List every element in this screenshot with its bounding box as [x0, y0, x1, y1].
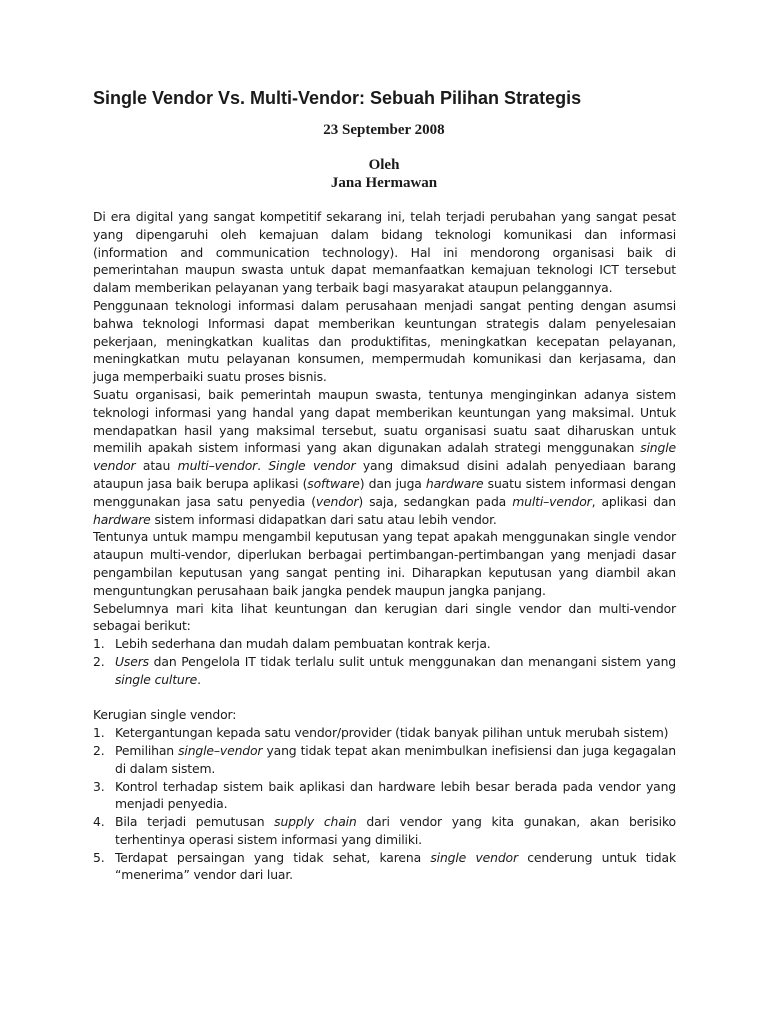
paragraph-italic-run: multi–vendor [512, 493, 592, 509]
disadvantage-italic-run: single vendor [430, 849, 518, 865]
paragraph-italic-run: Single vendor [268, 458, 356, 474]
disadvantage-item-3 [93, 778, 676, 814]
paragraph-text-run: suatu sistem informasi dengan menggunakan jasa satu penyedia ( [93, 475, 676, 509]
disadvantage-italic-run: supply chain [274, 814, 357, 830]
section-gap [93, 689, 676, 707]
disadvantage-text-run: Terdapat persaingan yang tidak sehat, karena [115, 849, 431, 865]
advantage-text-run: Lebih sederhana dan mudah dalam pembuatan kontrak kerja. [115, 636, 491, 652]
paragraph-text-run: sistem informasi didapatkan dari satu atau lebih vendor. [150, 511, 497, 527]
paragraph-text-run: Tentunya untuk mampu mengambil keputusan yang tepat apakah menggunakan single vendor ataupun multi-vendor, diperlukan berbagai pertimbangan-pertimbangan yang menjadi dasar pengambilan keputusan yang sangat penting ini. Diharapkan keputusan yang diambil akan menguntungkan perusahaan baik jangka pendek maupun jangka panjang. [93, 529, 676, 598]
paragraph-text-run: ) saja, sedangkan pada [358, 493, 513, 509]
paragraph-italic-run: single vendor [93, 440, 676, 474]
list-number: 2. [93, 653, 105, 669]
article-title: Single Vendor Vs. Multi-Vendor: Sebuah Pilihan Strategis [93, 88, 582, 108]
list-number: 5. [93, 849, 105, 865]
paragraph-text-run: ) dan juga [359, 475, 426, 491]
article-date: 23 September 2008 [323, 122, 445, 138]
paragraph-text-run: Penggunaan teknologi informasi dalam perusahaan menjadi sangat penting dengan asumsi bahwa teknologi Informasi dapat memberikan keuntungan strategis dalam penyelesaian pekerjaan, meningkatkan kualitas dan produktifitas, meningkatkan kecepatan pelayanan, meningkatkan mutu pelayanan konsumen, mempermudah komunikasi dan kerjasama, dan juga memperbaiki suatu proses bisnis. [93, 297, 676, 385]
list-number: 1. [93, 636, 105, 652]
list-number: 4. [93, 814, 105, 830]
disadvantage-text-run: Bila terjadi pemutusan [115, 814, 275, 830]
paragraph-text-run: Suatu organisasi, baik pemerintah maupun swasta, tentunya menginginkan adanya sistem teknologi informasi yang handal yang dapat memberikan keuntungan yang maksimal. Untuk mendapatkan hasil yang maksimal tersebut, suatu organisasi suatu saat diharuskan untuk memilih apakah sistem informasi yang akan digunakan adalah strategi menggunakan [93, 386, 676, 456]
advantage-text-run: . [197, 671, 201, 687]
paragraph-italic-run: multi–vendor [177, 458, 258, 474]
list-number: 3. [93, 778, 105, 794]
paragraph-italic-run: hardware [93, 511, 151, 527]
disadvantage-text-run: Ketergantungan kepada satu vendor/provider (tidak banyak pilihan untuk merubah sistem) [115, 725, 669, 741]
paragraph-text-run: atau [135, 458, 178, 474]
paragraph-text-run: Di era digital yang sangat kompetitif sekarang ini, telah terjadi perubahan yang sangat pesat yang dipengaruhi oleh kemajuan dalam bidang teknologi komunikasi dan informasi (information and communication technology). Hal ini mendorong organisasi baik di pemerintahan maupun swasta untuk dapat memanfaatkan kemajuan teknologi ICT tersebut dalam memberikan pelayanan yang terbaik bagi masyarakat ataupun pelanggannya. [93, 209, 676, 296]
paragraph-4 [93, 528, 676, 599]
advantage-italic-run: single culture [115, 671, 198, 687]
paragraph-2 [93, 297, 676, 386]
disadvantage-text-run: yang tidak tepat akan menimbulkan inefisiensi dan juga kegagalan di dalam sistem. [115, 742, 676, 776]
disadvantage-item-4 [93, 813, 676, 849]
byline [0, 156, 768, 192]
paragraph-text-run: Sebelumnya mari kita lihat keuntungan dan kerugian dari single vendor dan multi-vendor sebagai berikut: [93, 600, 676, 634]
advantage-italic-run: Users [115, 653, 149, 669]
disadvantage-text-run: cenderung untuk tidak “menerima” vendor dari luar. [115, 849, 676, 883]
paragraph-5 [93, 600, 676, 636]
list-number: 1. [93, 725, 105, 741]
disadvantages-list [93, 724, 676, 884]
advantages-list [93, 635, 676, 688]
disadvantage-text-run: dari vendor yang kita gunakan, akan berisiko terhentinya operasi sistem informasi yang dimiliki. [115, 814, 676, 847]
paragraph-text-run: , aplikasi dan [591, 493, 676, 509]
byline-label: Oleh [368, 157, 400, 173]
disadvantage-item-2 [93, 742, 676, 778]
disadvantage-item-1 [93, 724, 676, 742]
list-number: 2. [93, 742, 105, 758]
disadvantages-heading: Kerugian single vendor: [93, 707, 237, 723]
paragraph-text-run: . [257, 458, 269, 474]
advantage-text-run: dan Pengelola IT tidak terlalu sulit untuk menggunakan dan menangani sistem yang [148, 653, 676, 669]
author-name: Jana Hermawan [330, 175, 438, 191]
advantage-item-1 [93, 635, 676, 653]
disadvantage-item-5 [93, 849, 676, 885]
paragraph-1 [93, 208, 676, 297]
paragraph-italic-run: vendor [315, 493, 359, 509]
disadvantage-text-run: Pemilihan [115, 742, 179, 758]
advantage-item-2 [93, 653, 676, 689]
article-body [93, 208, 676, 884]
paragraph-3 [93, 386, 676, 528]
disadvantage-italic-run: single–vendor [178, 742, 263, 758]
paragraph-italic-run: hardware [425, 475, 484, 491]
disadvantage-text-run: Kontrol terhadap sistem baik aplikasi dan hardware lebih besar berada pada vendor yang menjadi penyedia. [115, 778, 676, 812]
paragraphs [93, 208, 676, 635]
paragraph-text-run: yang dimaksud disini adalah penyediaan barang ataupun jasa baik berupa aplikasi ( [93, 458, 677, 491]
paragraph-italic-run: software [307, 475, 360, 491]
